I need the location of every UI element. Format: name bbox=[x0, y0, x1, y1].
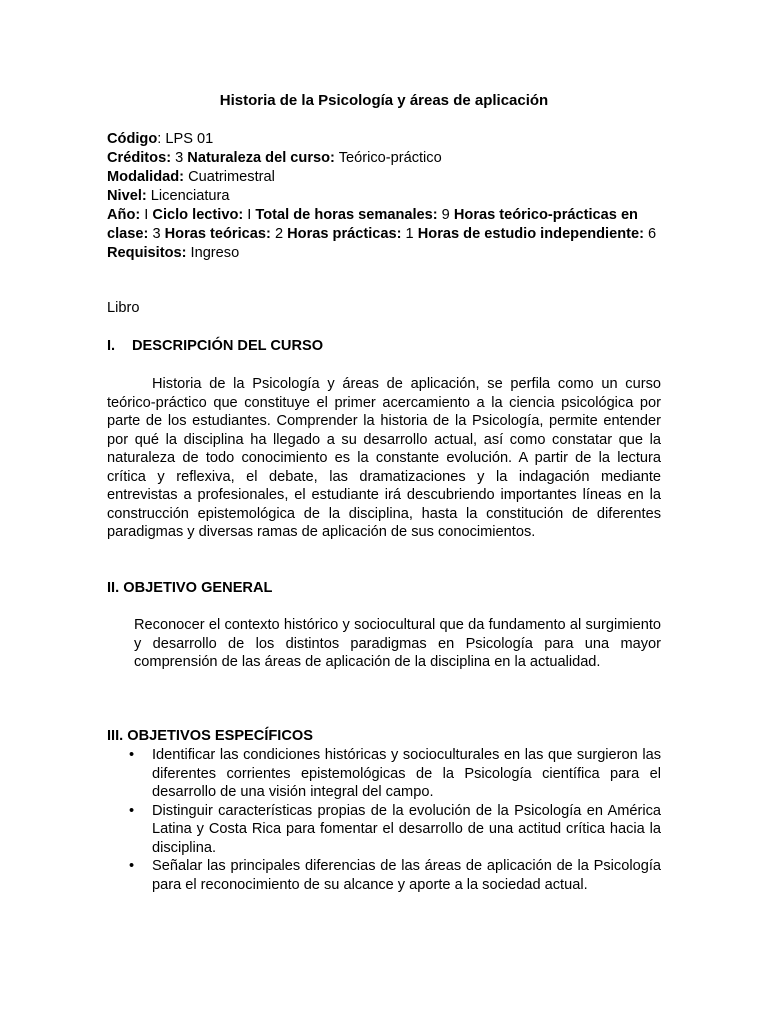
list-item-text: Señalar las principales diferencias de las áreas de aplicación de la Psicología para el reconocimiento de su alcance y aporte a la sociedad actual. bbox=[152, 858, 661, 893]
horas-estudio-value: 6 bbox=[643, 226, 657, 242]
list-item-text: Distinguir características propias de la evolución de la Psicología en América Latina y Costa Rica para fomentar el desarrollo de una actitud crítica hacia la disciplina. bbox=[152, 802, 661, 856]
course-metadata bbox=[107, 130, 661, 263]
horas-teoricas-value: 2 bbox=[270, 226, 288, 242]
requisitos-value: Ingreso bbox=[186, 245, 240, 261]
nivel-label: Nivel: bbox=[107, 188, 147, 204]
meta-line-codigo bbox=[107, 130, 661, 149]
anio-value: I bbox=[140, 207, 153, 223]
horas-practicas-value: 1 bbox=[401, 226, 418, 242]
total-horas-label: Total de horas semanales: bbox=[255, 207, 438, 223]
anio-label: Año: bbox=[107, 207, 141, 223]
list-item-text: Identificar las condiciones históricas y socioculturales en las que surgieron las diferentes corrientes epistemológicas de la Psicología científica para el desarrollo de una visión integral del campo. bbox=[152, 747, 661, 800]
creditos-label: Créditos: bbox=[107, 150, 172, 166]
meta-line-creditos bbox=[107, 149, 661, 168]
list-item bbox=[107, 857, 661, 894]
meta-line-modalidad bbox=[107, 168, 661, 187]
section-heading-objetivos-especificos: III. OBJETIVOS ESPECÍFICOS bbox=[107, 728, 313, 744]
modalidad-value: Cuatrimestral bbox=[184, 169, 275, 185]
bullet-icon: • bbox=[129, 802, 135, 819]
bullet-icon: • bbox=[129, 858, 135, 874]
section-number: I. bbox=[107, 338, 116, 354]
description-paragraph: Historia de la Psicología y áreas de aplicación, se perfila como un curso teórico-práctico que constituye el primer acercamiento a la ciencia psicológica por parte de los estudiantes. Comprender la historia de la Psicología, permite entender por qué la disciplina ha llegado a su desarrollo actual, así como constatar que la naturaleza de todo conocimiento es la constante evolución. A partir de la lectura crítica y reflexiva, el debate, las dramatizaciones y la indagación mediante entrevistas a profesionales, el estudiante irá descubriendo importantes líneas en la construcción epistemológica de la disciplina, hasta la constitución de diferentes paradigmas y diversas ramas de aplicación de sus conocimientos. bbox=[107, 376, 661, 540]
horas-tp-value: 3 bbox=[148, 226, 165, 242]
codigo-value: : LPS 01 bbox=[157, 131, 214, 147]
creditos-value: 3 bbox=[171, 150, 188, 166]
ciclo-label: Ciclo lectivo: bbox=[152, 207, 244, 223]
horas-tp-label: Horas teórico-prácticas en clase: bbox=[107, 207, 638, 242]
ciclo-value: I bbox=[243, 207, 256, 223]
codigo-label: Código bbox=[107, 131, 158, 147]
horas-estudio-label: Horas de estudio independiente: bbox=[417, 226, 644, 242]
section-heading-descripcion bbox=[107, 337, 323, 356]
horas-practicas-label: Horas prácticas: bbox=[287, 226, 402, 242]
requisitos-label: Requisitos: bbox=[107, 245, 187, 261]
general-objective-paragraph: Reconocer el contexto histórico y sociocultural que da fundamento al surgimiento y desarrollo de los distintos paradigmas en Psicología para una mayor comprensión de las áreas de aplicación de la disciplina en la actualidad. bbox=[134, 617, 661, 670]
list-item bbox=[107, 746, 661, 802]
total-horas-value: 9 bbox=[437, 207, 454, 223]
naturaleza-label: Naturaleza del curso: bbox=[187, 150, 335, 166]
meta-line-hours bbox=[107, 206, 661, 263]
meta-line-nivel bbox=[107, 187, 661, 206]
specific-objectives-list bbox=[107, 746, 661, 894]
nivel-value: Licenciatura bbox=[146, 188, 230, 204]
document-title: Historia de la Psicología y áreas de aplicación bbox=[219, 92, 549, 109]
modalidad-label: Modalidad: bbox=[107, 169, 185, 185]
section-heading-text: DESCRIPCIÓN DEL CURSO bbox=[132, 338, 324, 354]
list-item bbox=[107, 802, 661, 858]
section-heading-objetivo-general: II. OBJETIVO GENERAL bbox=[107, 580, 273, 596]
naturaleza-value: Teórico-práctico bbox=[334, 150, 442, 166]
bullet-icon: • bbox=[129, 747, 135, 763]
horas-teoricas-label: Horas teóricas: bbox=[164, 226, 271, 242]
libro-text: Libro bbox=[107, 300, 140, 316]
